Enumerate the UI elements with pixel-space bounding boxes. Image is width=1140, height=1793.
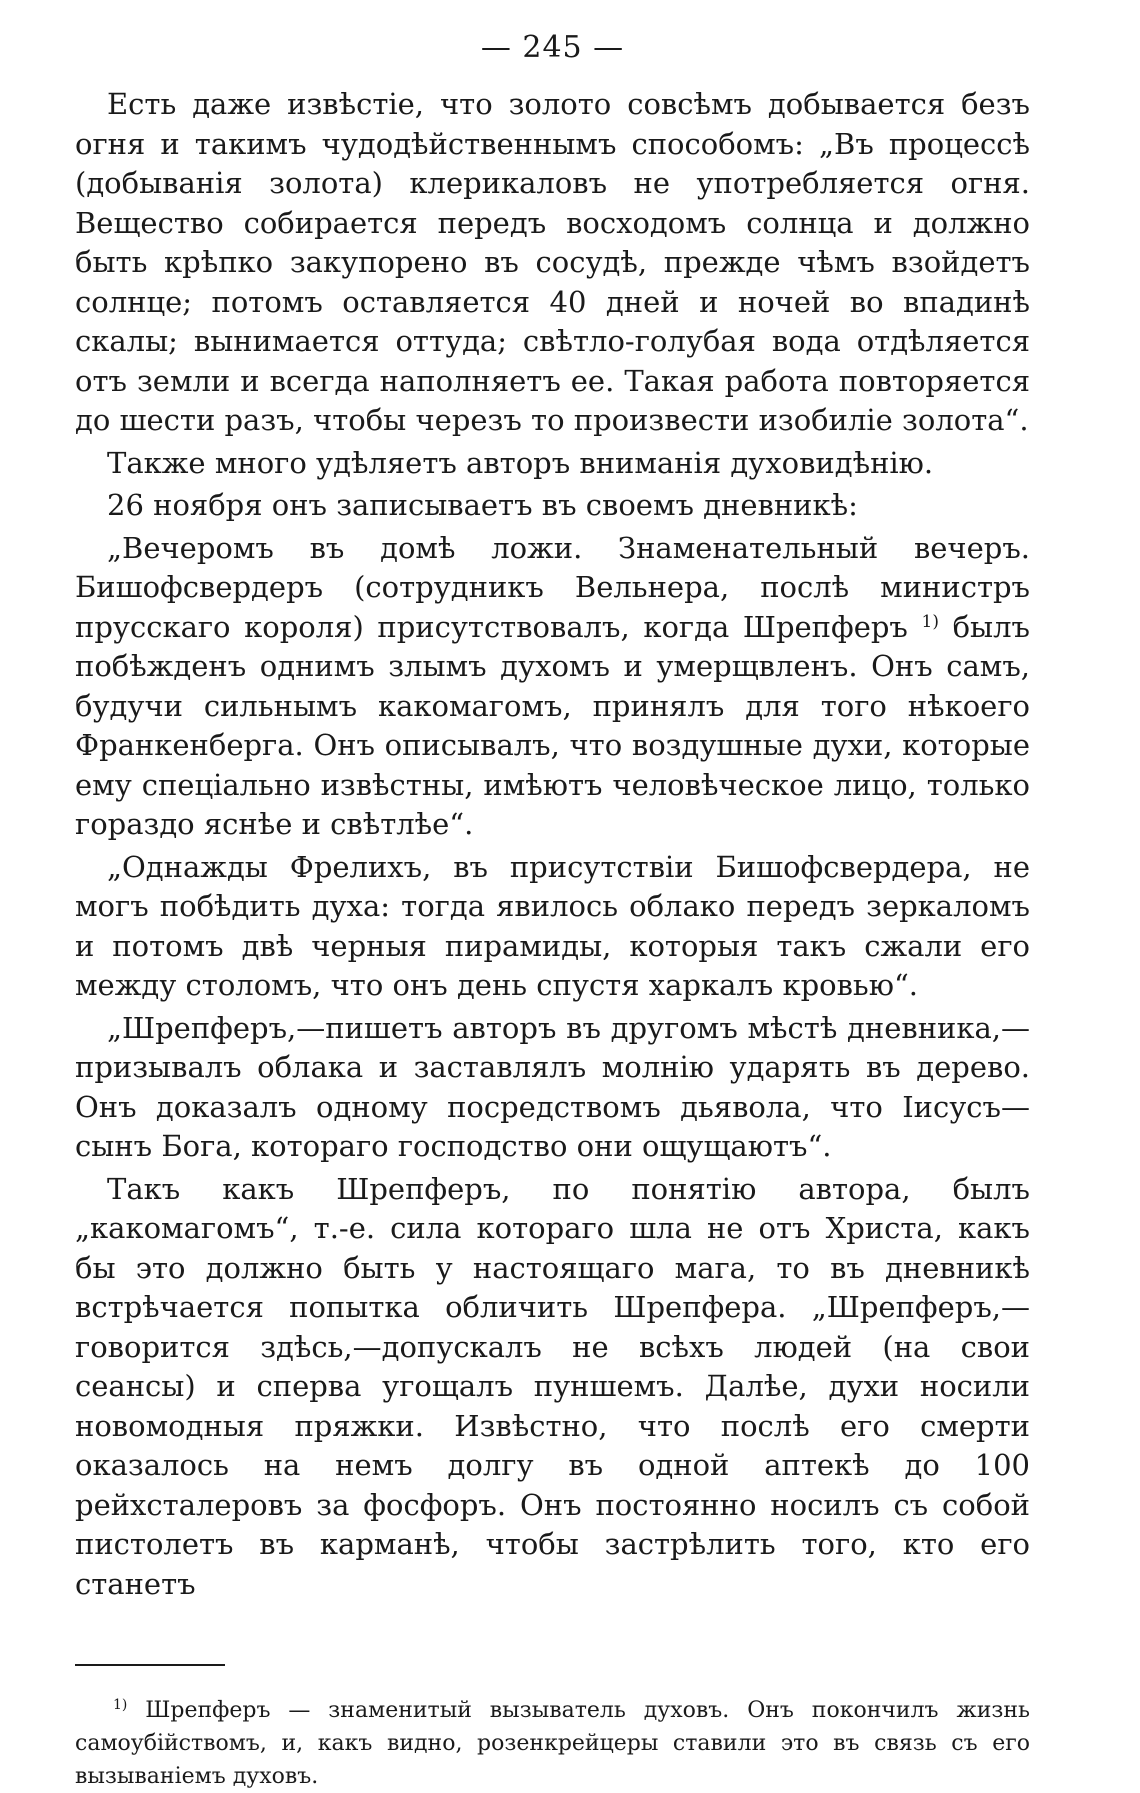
paragraph-7: Такъ какъ Шрепферъ, по понятію автора, былъ „какомагомъ“, т.-е. сила котораго шла не отъ Христа, какъ бы это должно быть у настоящаго мага, то въ дневникѣ встрѣчается попытка обличить Шрепфера. „Шрепферъ,—говорится здѣсь,—допускалъ не всѣхъ людей (на свои сеансы) и сперва угощалъ пуншемъ. Далѣе, духи носили новомодныя пряжки. Извѣстно, что послѣ его смерти оказалось на немъ долгу въ одной аптекѣ до 100 рейхсталеровъ за фосфоръ. Онъ постоянно носилъ съ собой пистолетъ въ карманѣ, чтобы застрѣлить того, кто его станетъ	[75, 1171, 1030, 1601]
footnote-divider	[75, 1664, 225, 1666]
paragraph-3: 26 ноября онъ записываетъ въ своемъ дневникѣ:	[107, 488, 858, 522]
paragraph-4-part-2: былъ побѣжденъ однимъ злымъ духомъ и умерщвленъ. Онъ самъ, будучи сильнымъ какомагомъ, принялъ для того нѣкоего Франкенберга. Онъ описывалъ, что воздушные духи, которые ему спеціально извѣстны, имѣютъ человѣческое лицо, только гораздо яснѣе и свѣтлѣе“.	[75, 609, 1030, 841]
paragraph-6: „Шрепферъ,—пишетъ авторъ въ другомъ мѣстѣ дневника,—призывалъ облака и заставлялъ молнію ударять въ дерево. Онъ доказалъ одному посредствомъ дьявола, что Іисусъ—сынъ Бога, котораго господство они ощущаютъ“.	[75, 1010, 1030, 1163]
footnote-marker: 1)	[113, 1697, 128, 1713]
paragraph-4-part-1: „Вечеромъ въ домѣ ложи. Знаменательный вечеръ. Бишофсвердеръ (сотрудникъ Вельнера, послѣ министръ прусскаго короля) присутствовалъ, когда Шрепферъ	[75, 530, 1030, 644]
book-page	[75, 30, 1030, 1793]
paragraph-1: Есть даже извѣстіе, что золото совсѣмъ добывается безъ огня и такимъ чудодѣйственнымъ способомъ: „Въ процессѣ (добыванія золота) клерикаловъ не употребляется огня. Вещество собирается передъ восходомъ солнца и должно быть крѣпко закупорено въ сосудѣ, прежде чѣмъ взойдетъ солнце; потомъ оставляется 40 дней и ночей во впадинѣ скалы; вынимается оттуда; свѣтло-голубая вода отдѣляется отъ земли и всегда наполняетъ ее. Такая работа повторяется до шести разъ, чтобы черезъ то произвести изобиліе золота“.	[75, 87, 1030, 437]
paragraph-5: „Однажды Фрелихъ, въ присутствіи Бишофсвердера, не могъ побѣдить духа: тогда явилось облако передъ зеркаломъ и потомъ двѣ черныя пирамиды, которыя такъ сжали его между столомъ, что онъ день спустя харкалъ кровью“.	[75, 849, 1030, 1002]
page-number: — 245 —	[480, 30, 625, 65]
footnote-reference: 1)	[921, 611, 939, 632]
footnote	[75, 1694, 1030, 1793]
paragraph-4	[75, 529, 1030, 845]
paragraph-2: Также много удѣляетъ авторъ вниманія духовидѣнію.	[107, 445, 934, 480]
body-text	[75, 85, 1030, 1604]
footnote-text: Шрепферъ — знаменитый вызыватель духовъ. Онъ покончилъ жизнь самоубійствомъ, и, какъ видно, розенкрейцеры ставили это въ связь съ его вызываніемъ духовъ.	[75, 1698, 1030, 1789]
